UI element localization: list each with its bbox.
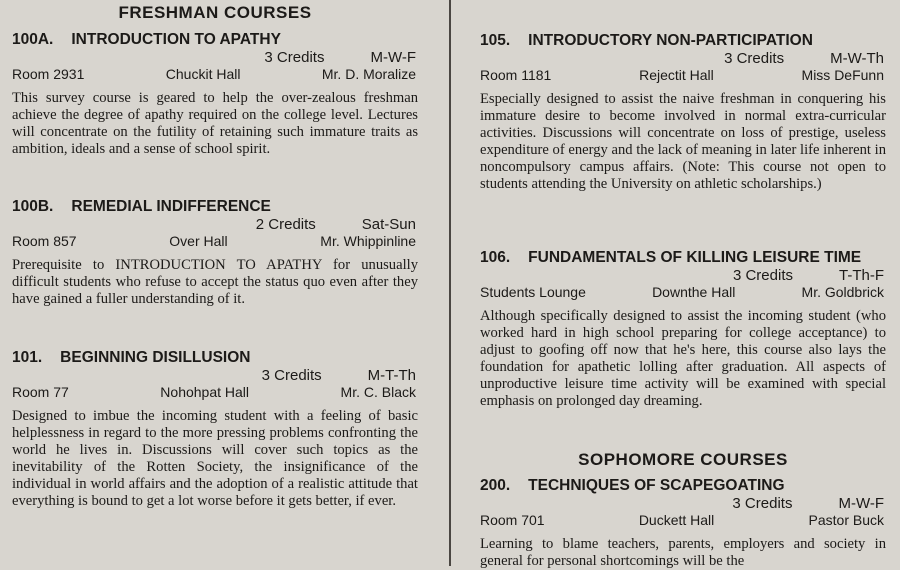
course-days: T-Th-F — [839, 267, 884, 284]
course-credits: 2 Credits — [255, 216, 316, 233]
course-title: INTRODUCTORY NON-PARTICIPATION — [528, 32, 813, 49]
course-credits: 3 Credits — [264, 49, 325, 66]
course-title: REMEDIAL INDIFFERENCE — [71, 198, 271, 215]
course-description: Designed to imbue the incoming student with a feeling of basic helplessness in regard to the more pressing problems confronting the world he lives in. Discussions will cover such topics as the inevitability of the Rotten Society, the insignificance of the individual in world affairs and the adoption of a realistic attitude that everything is bound to get a lot worse before it gets better, if ever. — [12, 408, 418, 509]
course-days: M-W-Th — [830, 50, 884, 67]
course-days: M-T-Th — [367, 367, 416, 384]
course-title: BEGINNING DISILLUSION — [60, 349, 251, 366]
course-credits: 3 Credits — [724, 50, 785, 67]
course-number: 100B. — [12, 198, 54, 215]
course-hall: Over Hall — [169, 233, 228, 249]
course-location-row — [480, 67, 886, 85]
course-instructor: Miss DeFunn — [801, 67, 884, 83]
sophomore-section-title: SOPHOMORE COURSES — [578, 450, 788, 469]
course-title: INTRODUCTION TO APATHY — [71, 31, 281, 48]
course-credits: 3 Credits — [732, 267, 793, 284]
course-heading — [12, 198, 418, 216]
course-credits: 3 Credits — [261, 367, 322, 384]
course-100b — [12, 198, 418, 308]
course-hall: Chuckit Hall — [165, 66, 241, 82]
course-credits-row — [480, 50, 886, 67]
course-heading — [12, 349, 418, 367]
course-200 — [480, 477, 886, 570]
course-number: 100A. — [12, 31, 54, 48]
course-room: Room 701 — [480, 512, 545, 528]
freshman-section-title: FRESHMAN COURSES — [118, 3, 312, 22]
course-credits: 3 Credits — [732, 495, 793, 512]
course-location-row — [480, 512, 886, 530]
course-location-row — [480, 284, 886, 302]
course-credits-row — [12, 49, 418, 66]
course-credits-row — [480, 267, 886, 284]
course-description: This survey course is geared to help the over-zealous freshman achieve the degree of apathy required on the college level. Lectures will concentrate on the futility of retaining such immature traits as ambition, ideals and a sense of school spirit. — [12, 90, 418, 157]
course-room: Room 2931 — [12, 66, 85, 82]
course-101 — [12, 349, 418, 510]
course-hall: Duckett Hall — [638, 512, 715, 528]
course-heading — [480, 477, 886, 495]
course-instructor: Mr. Goldbrick — [801, 284, 884, 300]
column-divider — [449, 0, 451, 566]
course-instructor: Mr. D. Moralize — [321, 66, 416, 82]
course-room: Room 1181 — [480, 67, 552, 83]
course-hall: Rejectit Hall — [639, 67, 714, 83]
course-106 — [480, 249, 886, 410]
course-number: 105. — [480, 32, 511, 49]
course-days: M-W-F — [370, 49, 416, 66]
course-description: Prerequisite to INTRODUCTION TO APATHY for unusually difficult students who refuse to accept the status quo even after they have gained a fuller understanding of it. — [12, 257, 418, 307]
course-days: M-W-F — [838, 495, 884, 512]
course-credits-row — [12, 216, 418, 233]
course-number: 101. — [12, 349, 43, 366]
course-location-row — [12, 233, 418, 251]
course-location-row — [12, 384, 418, 402]
course-hall: Nohohpat Hall — [160, 384, 250, 400]
course-heading — [12, 31, 418, 49]
course-description: Although specifically designed to assist the incoming student (who worked hard in high school preparing for college acceptance) to adjust to goofing off now that he's here, this course also lays the foundation for apathetic lolling after graduation. All aspects of unproductive leisure time activity will be examined with special emphasis on prolonged day dreaming. — [480, 308, 886, 409]
course-credits-row — [480, 495, 886, 512]
course-heading — [480, 249, 886, 267]
course-room: Room 77 — [12, 384, 69, 400]
course-number: 106. — [480, 249, 511, 266]
course-description: Especially designed to assist the naive freshman in conquering his immature desire to become involved in normal extra-curricular activities. Discussions will concentrate on loss of prestige, useless expenditure of energy and the lack of meaning in later life inherent in noncompulsory campus affairs. (Note: This course not open to students attending the University on athletic scholarships.) — [480, 91, 886, 192]
course-100a — [12, 31, 418, 158]
course-instructor: Mr. Whippinline — [320, 233, 416, 249]
course-heading — [480, 32, 886, 50]
course-title: FUNDAMENTALS OF KILLING LEISURE TIME — [528, 249, 862, 266]
course-location-row — [12, 66, 418, 84]
course-description: Learning to blame teachers, parents, employers and society in general for personal shortcomings will be the — [480, 536, 886, 569]
course-105 — [480, 32, 886, 193]
course-instructor: Pastor Buck — [808, 512, 884, 528]
course-instructor: Mr. C. Black — [340, 384, 416, 400]
course-hall: Downthe Hall — [652, 284, 736, 300]
course-number: 200. — [480, 477, 511, 494]
course-room: Room 857 — [12, 233, 77, 249]
course-room: Students Lounge — [480, 284, 586, 300]
course-title: TECHNIQUES OF SCAPEGOATING — [528, 477, 785, 494]
course-credits-row — [12, 367, 418, 384]
course-days: Sat-Sun — [361, 216, 416, 233]
